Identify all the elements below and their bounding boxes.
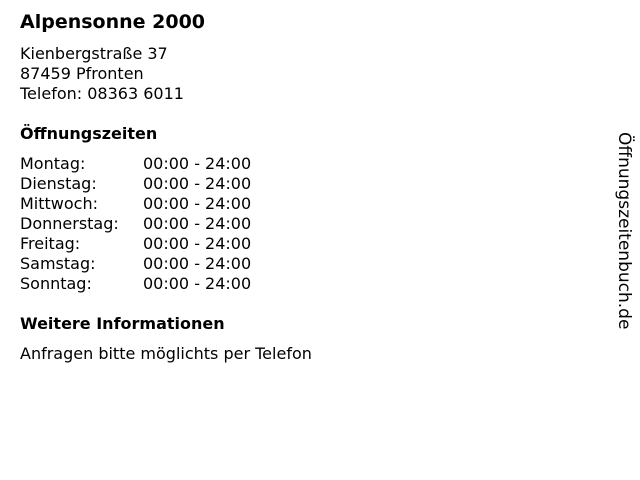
- site-watermark: Öffnungszeitenbuch.de: [614, 132, 634, 330]
- hours-row-thursday: [20, 214, 251, 234]
- phone-number: Telefon: 08363 6011: [20, 84, 184, 103]
- hours-time-value: 00:00 - 24:00: [143, 194, 252, 213]
- hours-day-label: Freitag:: [20, 234, 81, 253]
- hours-day-label: Donnerstag:: [20, 214, 119, 233]
- hours-time-value: 00:00 - 24:00: [143, 174, 252, 193]
- hours-time-value: 00:00 - 24:00: [143, 254, 252, 273]
- hours-row-wednesday: [20, 194, 251, 214]
- hours-day-label: Sonntag:: [20, 274, 92, 293]
- hours-time-value: 00:00 - 24:00: [143, 234, 252, 253]
- business-name: Alpensonne 2000: [20, 11, 206, 33]
- further-information-heading: Weitere Informationen: [20, 314, 225, 333]
- hours-row-sunday: [20, 274, 251, 294]
- further-information-text: Anfragen bitte möglichts per Telefon: [20, 344, 312, 363]
- opening-hours-table: [20, 154, 251, 294]
- hours-time-value: 00:00 - 24:00: [143, 214, 252, 233]
- city-address: 87459 Pfronten: [20, 64, 144, 83]
- hours-row-tuesday: [20, 174, 251, 194]
- hours-day-label: Samstag:: [20, 254, 96, 273]
- hours-time-value: 00:00 - 24:00: [143, 274, 252, 293]
- hours-day-label: Mittwoch:: [20, 194, 98, 213]
- hours-row-friday: [20, 234, 251, 254]
- address-block: [20, 44, 184, 104]
- hours-row-saturday: [20, 254, 251, 274]
- hours-time-value: 00:00 - 24:00: [143, 154, 252, 173]
- hours-day-label: Montag:: [20, 154, 86, 173]
- opening-hours-heading: Öffnungszeiten: [20, 124, 158, 143]
- street-address: Kienbergstraße 37: [20, 44, 168, 63]
- hours-day-label: Dienstag:: [20, 174, 97, 193]
- hours-row-monday: [20, 154, 251, 174]
